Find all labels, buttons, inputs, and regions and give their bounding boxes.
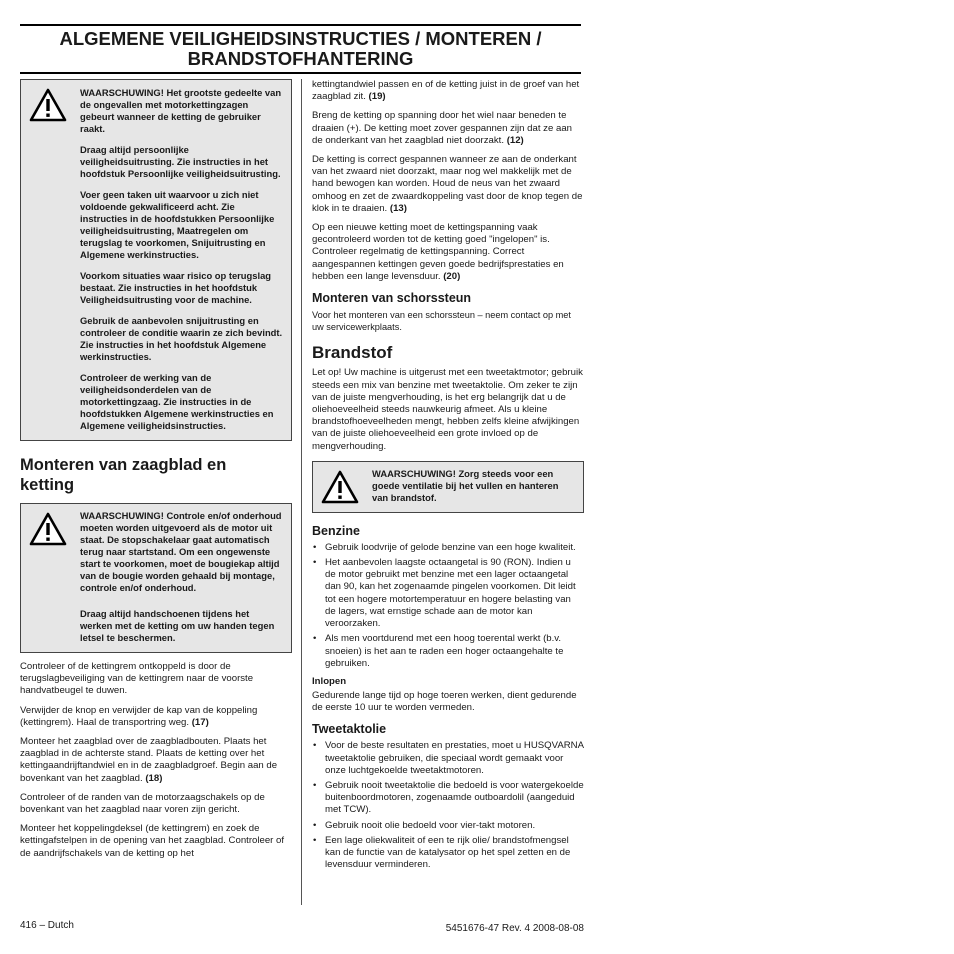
- warning-box-maintenance: [20, 503, 292, 653]
- section-heading-petrol: Benzine: [312, 523, 360, 538]
- warning-text: Controleer de werking van de veiligheidsonderdelen van de motorkettingzaag. Zie instructies in de hoofdstukken Algemene werkinstructies en Algemene veiligheidsinstructies.: [80, 372, 274, 431]
- warning-text: WAARSCHUWING! Zorg steeds voor een goede ventilatie bij het vullen en hanteren van brandstof.: [372, 467, 559, 503]
- list-item: • Als men voortdurend met een hoog toerental werkt (b.v. snoeien) is het aan te raden een hoger octaangehalte te gebruiken.: [312, 633, 584, 670]
- column-divider: [301, 79, 302, 905]
- warning-triangle-icon: [321, 470, 359, 504]
- warning-text: WAARSCHUWING! Het grootste gedeelte van de ongevallen met motorkettingzagen gebeurt wanneer de ketting de gebruiker raakt.: [80, 87, 282, 134]
- warning-text: Voer geen taken uit waarvoor u zich niet voldoende gekwalificeerd acht. Zie instructies in de hoofdstukken Persoonlijke veiligheidsuitrusting, Maatregelen om terugslag te voorkomen, Snijuitrusting en Algemene werkinstructies.: [80, 189, 275, 260]
- list-item: • Gebruik nooit olie bedoeld voor vier-takt motoren.: [312, 820, 584, 832]
- body-paragraph: kettingtandwiel passen en of de ketting juist in de groef van het zaagblad zit. (19): [312, 79, 580, 103]
- body-paragraph: Monteer het koppelingdeksel (de kettingrem) en zoek de kettingafstelpen in de opening van het zaagblad. Controleer of de aandrijfschakels van de ketting op het: [20, 823, 285, 859]
- section-heading-fuel: Brandstof: [312, 343, 393, 363]
- section-heading-running-in: Inlopen: [312, 675, 347, 687]
- page-title-line2: BRANDSTOFHANTERING: [187, 48, 414, 69]
- warning-triangle-icon: [29, 88, 67, 122]
- body-paragraph: Let op! Uw machine is uitgerust met een tweetaktmotor; gebruik steeds een mix van benzine met tweetaktolie. Om zeker te zijn van de juiste mengverhouding, is het erg belangrijk dat u de oliehoeveelheid steeds nauwkeurig afmeet. Als u kleine brandstofhoeveelheden mengt, hebben zelfs kleine afwijkingen van de juiste oliehoeveelheid een grote invloed op de mengverhouding.: [312, 367, 583, 452]
- list-item: • Het aanbevolen laagste octaangetal is 90 (RON). Indien u de motor gebruikt met benzine met een lager octaangetal dan 90, kan het zogenaamde pingelen voorkomen. Dit leidt tot een hogere motortemperatuur en hogere belasting van de lagers, wat ernstige schade aan de motor kan veroorzaken.: [312, 557, 584, 630]
- body-paragraph: Gedurende lange tijd op hoge toeren werken, dient gedurende de eerste 10 uur te worden vermeden.: [312, 689, 577, 714]
- right-column: [312, 79, 584, 877]
- section-heading-two-stroke-oil: Tweetaktolie: [312, 722, 387, 737]
- warning-text: Voorkom situaties waar risico op terugslag bestaat. Zie instructies in het hoofdstuk Veiligheidsuitrusting voor de machine.: [80, 270, 272, 305]
- petrol-list: [312, 542, 584, 670]
- list-item: • Voor de beste resultaten en prestaties, moet u HUSQVARNA tweetaktolie gebruiken, die speciaal wordt gemaakt voor onze luchtgekoelde tweetaktmotoren.: [312, 740, 584, 777]
- page-title: [20, 24, 581, 74]
- body-paragraph: Verwijder de knop en verwijder de kap van de koppeling (kettingrem). Haal de transportring weg. (17): [20, 704, 258, 728]
- body-paragraph: Voor het monteren van een schorssteun – neem contact op met uw servicewerkplaats.: [312, 310, 571, 333]
- list-item: • Een lage oliekwaliteit of een te rijk olie/ brandstofmengsel kan de functie van de katalysator op het spel zetten en de levensduur verminderen.: [312, 835, 584, 872]
- body-paragraph: Controleer of de kettingrem ontkoppeld is door de terugslagbeveiliging van de kettingrem naar de voorste handvatbeugel te duwen.: [20, 661, 254, 697]
- warning-text: Gebruik de aanbevolen snijuitrusting en controleer de conditie waarin ze zich bevindt. Zie instructies in het hoofdstuk Algemene werkinstructies.: [80, 315, 283, 362]
- warning-text: WAARSCHUWING! Controle en/of onderhoud moeten worden uitgevoerd als de motor uit staat. De stopschakelaar gaat automatisch terug naar startstand. Om een ongewenste start te voorkomen, moet de bougiekap altijd van de bougie worden gehaald bij montage, controle en/of onderhoud.: [80, 510, 282, 593]
- page-title-line1: ALGEMENE VEILIGHEIDSINSTRUCTIES / MONTEREN /: [59, 28, 542, 49]
- body-paragraph: Monteer het zaagblad over de zaagbladbouten. Plaats het zaagblad in de achterste stand. Plaats de ketting over het kettingaandrijftandwiel en in de zaagbladgroef. Begin aan de bovenkant van het zaagblad. (18): [20, 736, 278, 784]
- warning-box-fuel: [312, 461, 584, 513]
- body-paragraph: Controleer of de randen van de motorzaagschakels op de bovenkant van het zaagblad naar voren zijn gericht.: [20, 791, 265, 816]
- warning-triangle-icon: [29, 512, 67, 546]
- two-stroke-oil-list: [312, 740, 584, 871]
- list-item: • Gebruik loodvrije of gelode benzine van een hoge kwaliteit.: [312, 542, 584, 554]
- document-revision: 5451676-47 Rev. 4 2008-08-08: [445, 923, 584, 934]
- body-paragraph: De ketting is correct gespannen wanneer ze aan de onderkant van het zwaard niet doorzakt, maar nog wel makkelijk met de hand bewogen kan worden. Houd de neus van het zwaard omhoog en zet de zwaardkoppeling vast door de knop tegen de klok in te draaien. (13): [312, 154, 583, 214]
- section-heading-bark-support: Monteren van schorssteun: [312, 291, 472, 306]
- page-number: 416 – Dutch: [20, 920, 74, 931]
- warning-text: Draag altijd persoonlijke veiligheidsuitrusting. Zie instructies in het hoofdstuk Persoonlijke veiligheidsuitrusting.: [80, 144, 281, 179]
- body-paragraph: Op een nieuwe ketting moet de kettingspanning vaak gecontroleerd worden tot de ketting goed "ingelopen" is. Controleer regelmatig de kettingspanning. Correct aangespannen kettingen geven goede bedrijfsprestaties en hebben een lange levensduur. (20): [312, 222, 564, 282]
- left-column: [20, 79, 292, 867]
- section-heading-mounting: Monteren van zaagblad en ketting: [20, 456, 227, 494]
- warning-text: Draag altijd handschoenen tijdens het werken met de ketting om uw handen tegen letsel te beschermen.: [80, 608, 275, 643]
- warning-box-safety: [20, 79, 292, 441]
- body-paragraph: Breng de ketting op spanning door het wiel naar beneden te draaien (+). De ketting moet zover gespannen zijn dat ze aan de onderkant van het zaagblad niet doorzakt. (12): [312, 110, 572, 146]
- list-item: • Gebruik nooit tweetaktolie die bedoeld is voor watergekoelde buitenboordmotoren, zogenaamde outboardolil (aangeduid met TCW).: [312, 780, 584, 817]
